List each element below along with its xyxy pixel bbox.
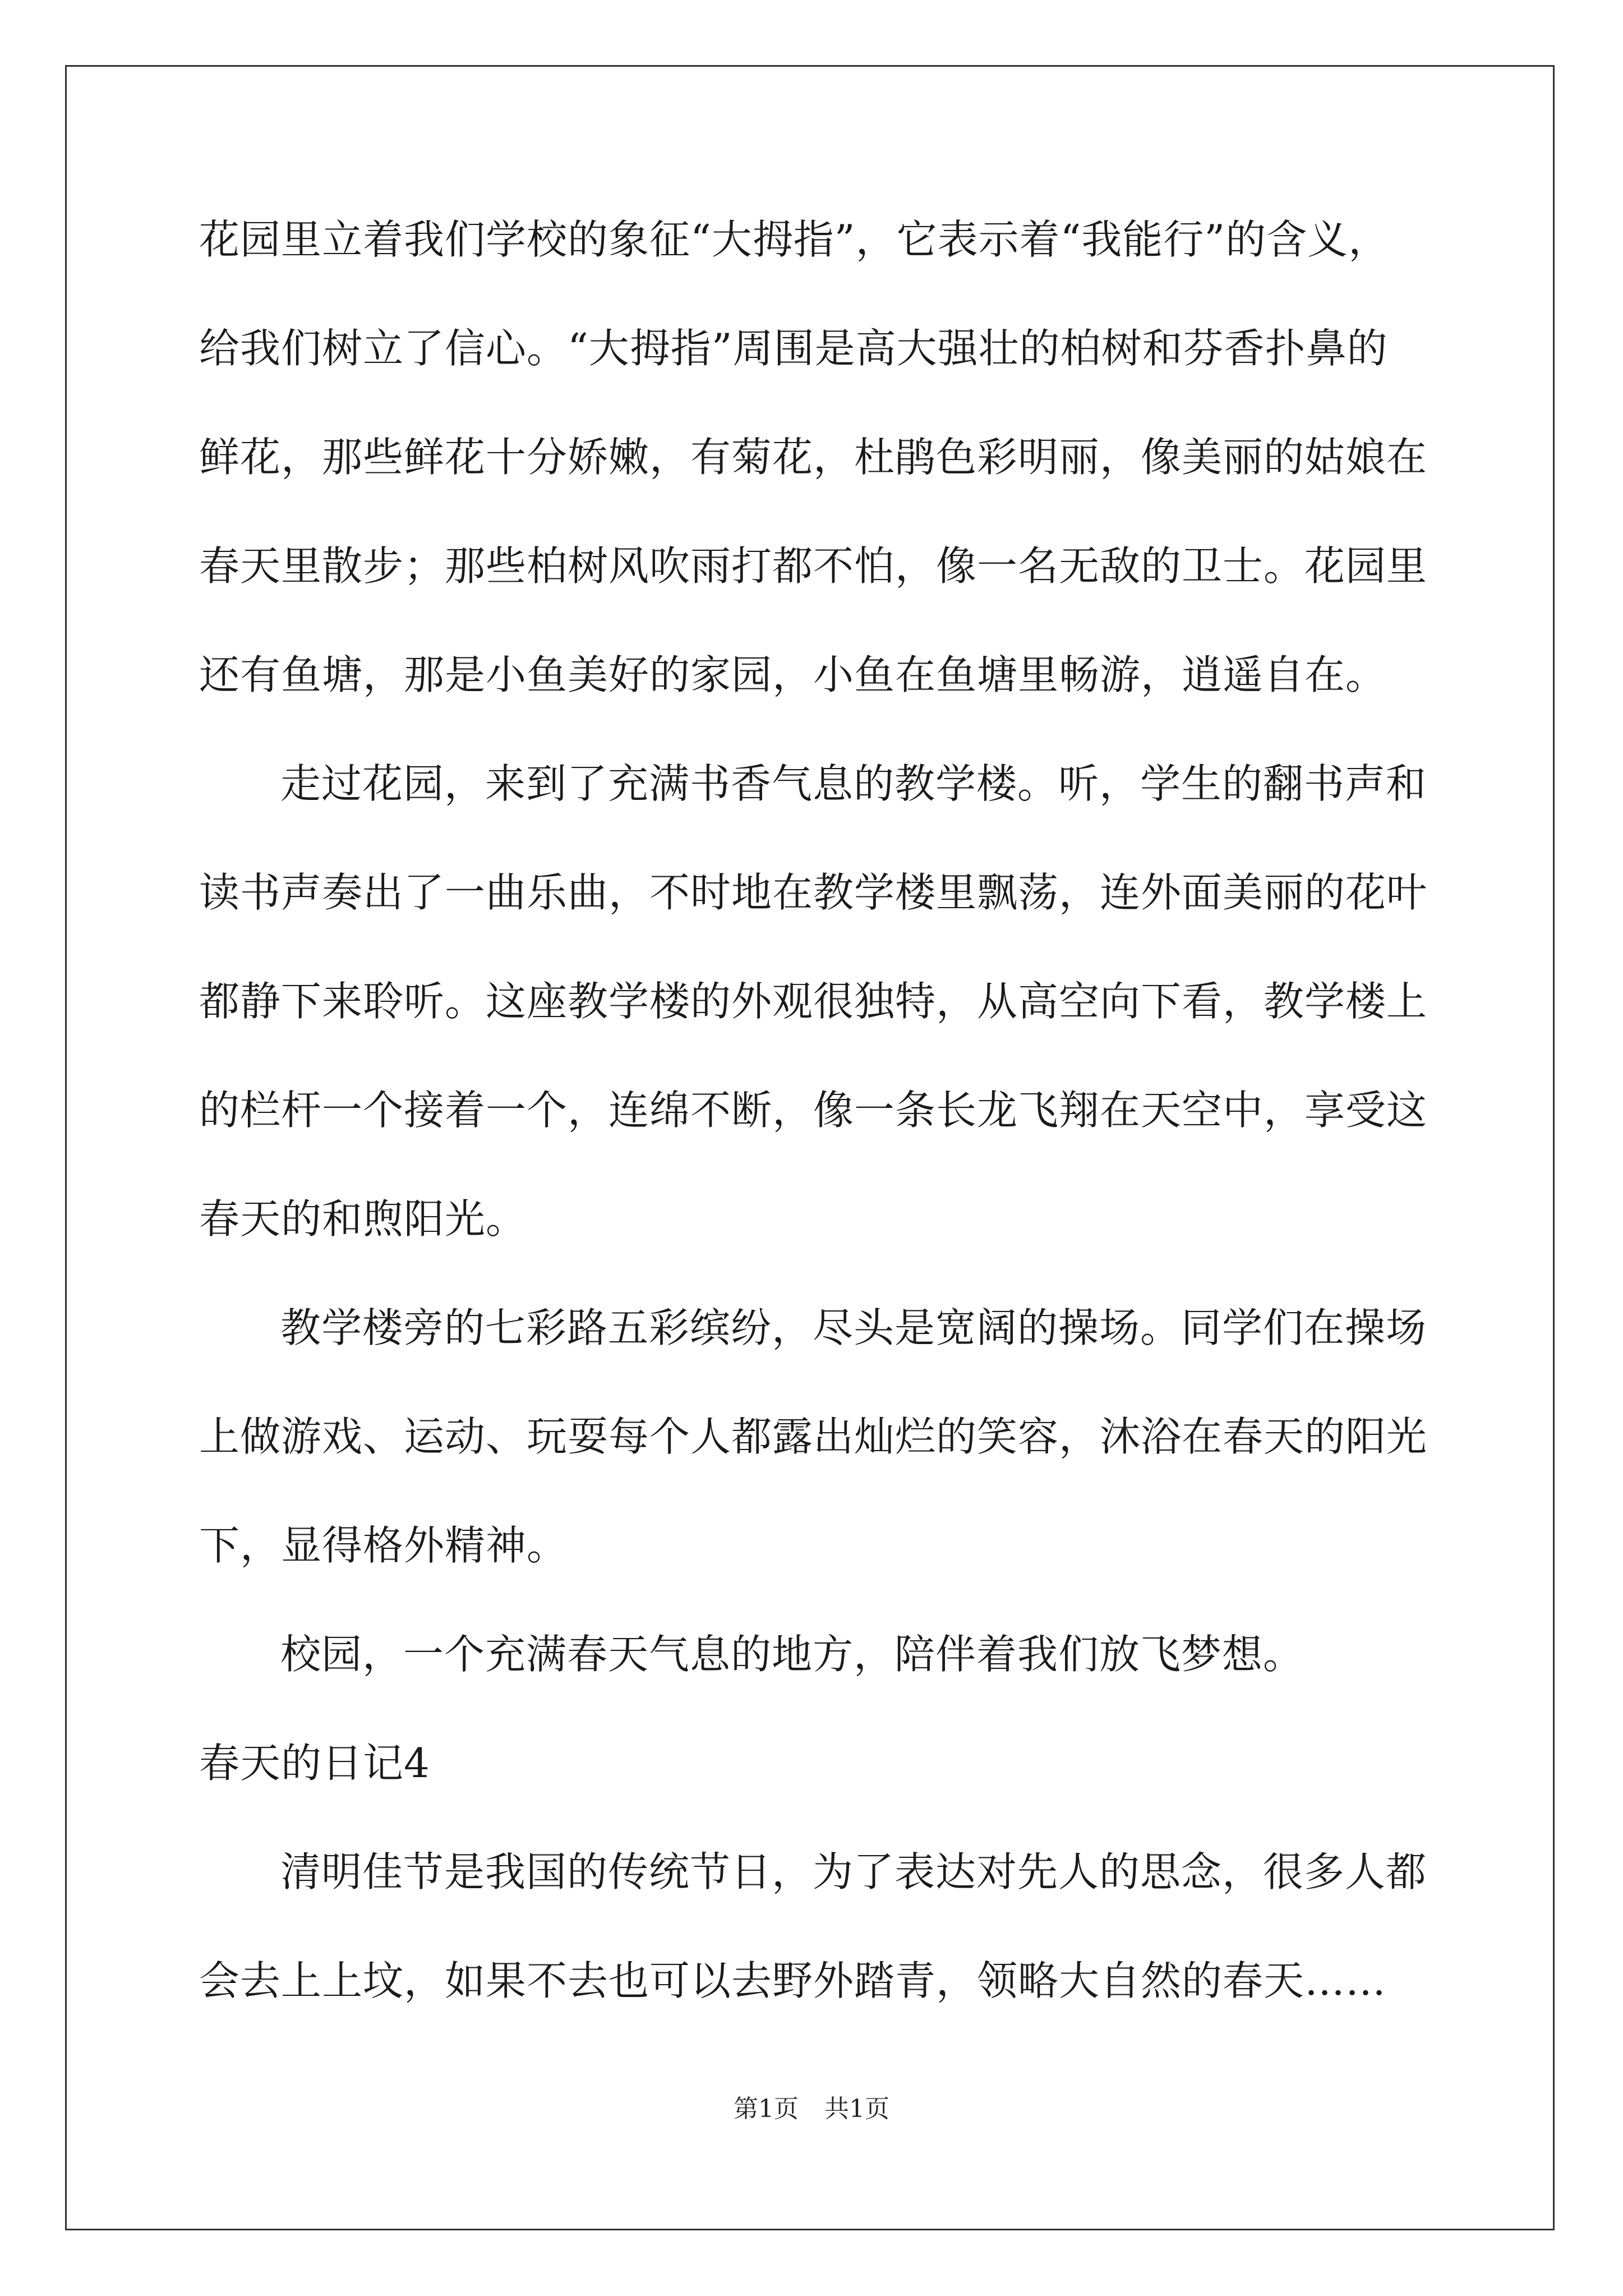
text-line: 读书声奏出了一曲乐曲，不时地在教学楼里飘荡，连外面美丽的花叶 bbox=[199, 869, 1428, 916]
text-line: 下，显得格外精神。 bbox=[199, 1522, 568, 1569]
paragraph-start-line: 走过花园，来到了充满书香气息的教学楼。听，学生的翻书声和 bbox=[280, 760, 1427, 807]
paragraph-start-line: 校园，一个充满春天气息的地方，陪伴着我们放飞梦想。 bbox=[280, 1631, 1304, 1678]
text-line: 给我们树立了信心。“大拇指”周围是高大强壮的柏树和芬香扑鼻的 bbox=[199, 325, 1388, 372]
page-number: 第1页 bbox=[734, 2095, 799, 2123]
section-heading: 春天的日记4 bbox=[199, 1740, 430, 1787]
text-line: 都静下来聆听。这座教学楼的外观很独特，从高空向下看，教学楼上 bbox=[199, 978, 1428, 1025]
paragraph-start-line: 教学楼旁的七彩路五彩缤纷，尽头是宽阔的操场。同学们在操场 bbox=[280, 1304, 1427, 1351]
text-line: 鲜花，那些鲜花十分娇嫩，有菊花，杜鹃色彩明丽，像美丽的姑娘在 bbox=[199, 434, 1428, 481]
document-body bbox=[199, 216, 1455, 2069]
text-line: 会去上上坟，如果不去也可以去野外踏青，领略大自然的春天…… bbox=[199, 1957, 1387, 2004]
text-line: 花园里立着我们学校的象征“大拇指”，它表示着“我能行”的含义， bbox=[199, 216, 1390, 263]
text-line: 上做游戏、运动、玩耍每个人都露出灿烂的笑容，沐浴在春天的阳光 bbox=[199, 1413, 1428, 1460]
paragraph-start-line: 清明佳节是我国的传统节日，为了表达对先人的思念，很多人都 bbox=[280, 1848, 1427, 1895]
text-line: 春天的和煦阳光。 bbox=[199, 1195, 527, 1243]
text-line: 的栏杆一个接着一个，连绵不断，像一条长龙飞翔在天空中，享受这 bbox=[199, 1087, 1428, 1134]
page-footer bbox=[0, 2095, 1623, 2123]
text-line: 春天里散步；那些柏树风吹雨打都不怕，像一名无敌的卫士。花园里 bbox=[199, 542, 1428, 590]
text-line: 还有鱼塘，那是小鱼美好的家园，小鱼在鱼塘里畅游，逍遥自在。 bbox=[199, 651, 1387, 698]
page-total: 共1页 bbox=[824, 2095, 889, 2123]
